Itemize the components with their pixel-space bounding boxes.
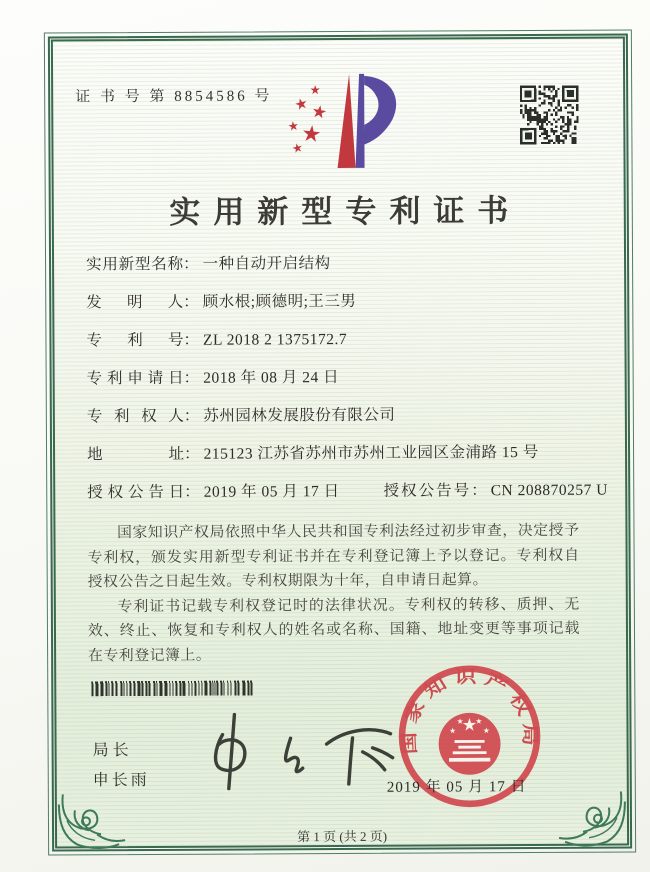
field-label: 授权公告日 <box>87 483 185 502</box>
signature-handwriting <box>194 708 406 793</box>
field-separator: ： <box>471 482 487 500</box>
legal-paragraph-2: 专利证书记载专利权登记时的法律状况。专利权的转移、质押、无效、终止、恢复和专利权人的姓名或名称、国籍、地址变更等事项记载在专利登记簿上。 <box>87 596 581 665</box>
field-separator: ： <box>183 407 200 425</box>
field-row-3 <box>87 367 602 408</box>
qr-code <box>515 81 583 149</box>
field-value: 2019 年 05 月 17 日 <box>203 483 340 501</box>
field-label: 专利号 <box>86 331 184 350</box>
logo-star <box>310 85 320 94</box>
field-value: 2018 年 08 月 24 日 <box>203 369 340 387</box>
certificate-body <box>48 33 632 851</box>
issuer-title: 局长 <box>92 742 133 760</box>
national-emblem-icon <box>438 713 500 775</box>
page-footer: 第 1 页 (共 2 页) <box>297 828 388 845</box>
field-label: 授权公告号 <box>383 482 472 500</box>
field-row-5 <box>87 443 602 484</box>
field-separator: ： <box>183 369 200 387</box>
field-value: 一种自动开启结构 <box>202 255 331 273</box>
field-value: ZL 2018 2 1375172.7 <box>202 330 348 349</box>
certificate-frame <box>44 29 636 855</box>
field-row-0 <box>86 253 601 294</box>
field-separator: ： <box>184 483 200 501</box>
issuer-name: 申长雨 <box>92 772 150 790</box>
field-label: 专利权人 <box>86 407 184 426</box>
corner-flourish-icon <box>53 764 139 850</box>
field-row-6 <box>87 481 608 522</box>
field-row-4 <box>87 405 602 446</box>
field-value: CN 208870257 U <box>490 481 608 500</box>
field-value: 苏州园林发展股份有限公司 <box>203 406 396 425</box>
field-separator: ： <box>183 255 199 273</box>
field-row-1 <box>86 291 601 332</box>
field-value: 215123 江苏省苏州市苏州工业园区金浦路 15 号 <box>203 443 539 463</box>
legal-paragraph-1: 国家知识产权局依照中华人民共和国专利法经过初步审查，决定授予专利权，颁发实用新型专利证书并在专利登记簿上予以登记。专利权自授权公告之日起生效。专利权期限为十年，自申请日起算。 <box>87 522 580 591</box>
field-label: 专利申请日 <box>86 369 184 388</box>
certificate-number: 证 书 号 第 8854586 号 <box>75 88 273 106</box>
field-separator: ： <box>183 293 199 311</box>
field-secondary <box>384 482 608 500</box>
field-list <box>86 253 608 522</box>
certificate-title: 实用新型专利证书 <box>169 193 522 230</box>
seal-arc-text: 国家知识产权局 <box>398 666 541 755</box>
cnipa-patent-logo-icon <box>263 68 404 177</box>
field-label: 发明人 <box>86 293 184 312</box>
field-separator: ： <box>183 331 200 349</box>
corner-flourish-icon <box>545 761 631 847</box>
field-label: 实用新型名称 <box>86 255 184 274</box>
field-row-2 <box>86 329 601 370</box>
field-value: 顾水根;顾德明;王三男 <box>202 292 357 311</box>
legal-text <box>87 519 580 669</box>
field-separator: ： <box>184 445 200 463</box>
seal-date: 2019 年 05 月 17 日 <box>386 779 527 796</box>
field-label: 地址 <box>87 445 185 464</box>
barcode <box>91 680 255 696</box>
